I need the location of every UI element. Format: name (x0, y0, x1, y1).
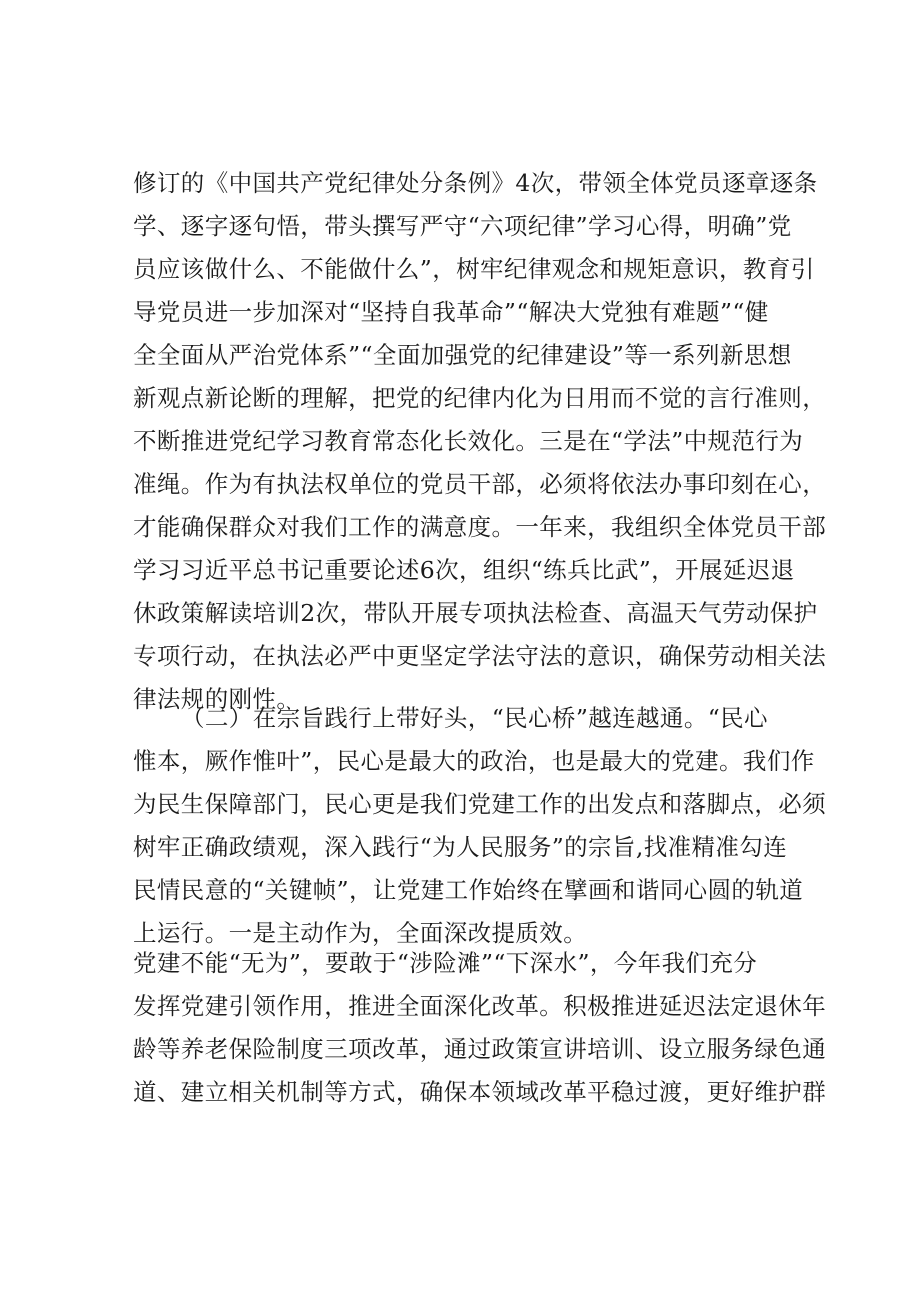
text-line: 专项行动，在执法必严中更坚定学法守法的意识，确保劳动相关法 (133, 642, 827, 670)
text-line: 导党员进一步加深对“坚持自我革命”“解决大党独有难题”“健 (133, 298, 769, 326)
text-line: 准绳。作为有执法权单位的党员干部，必须将依法办事印刻在心， (133, 470, 827, 498)
text-line: 惟本，厥作惟叶”，民心是最大的政治，也是最大的党建。我们作 (133, 747, 815, 775)
text-line: 学、逐字逐句悟，带头撰写严守“六项纪律”学习心得，明确”党 (133, 212, 792, 240)
text-line: 新观点新论断的理解，把党的纪律内化为日用而不觉的言行准则， (133, 384, 827, 412)
text-line: 学习习近平总书记重要论述6次，组织“练兵比武”，开展延迟退 (133, 556, 795, 584)
text-line: 发挥党建引领作用，推进全面深化改革。积极推进延迟法定退休年 (133, 992, 827, 1020)
text-line: 不断推进党纪学习教育常态化长效化。三是在“学法”中规范行为 (133, 427, 804, 455)
text-line: 龄等养老保险制度三项改革，通过政策宣讲培训、设立服务绿色通 (133, 1035, 827, 1063)
text-line: 民情民意的“关键帧”，让党建工作始终在擘画和谐同心圆的轨道 (133, 876, 804, 904)
text-line: 党建不能“无为”，要敢于“涉险滩”“下深水”，今年我们充分 (133, 949, 758, 977)
section-heading-line: （二）在宗旨践行上带好头，“民心桥”越连越通。“民心 (181, 704, 768, 732)
text-line: 休政策解读培训2次，带队开展专项执法检查、高温天气劳动保护 (133, 599, 818, 627)
paragraph-reform (133, 942, 827, 1114)
paragraph-section-two (133, 697, 827, 955)
text-line: 修订的《中国共产党纪律处分条例》4次，带领全体党员逐章逐条 (133, 169, 818, 197)
text-line: 员应该做什么、不能做什么”，树牢纪律观念和规矩意识，教育引 (133, 255, 815, 283)
text-line: 全全面从严治党体系”“全面加强党的纪律建设”等一系列新思想 (133, 341, 792, 369)
text-line: 才能确保群众对我们工作的满意度。一年来，我组织全体党员干部 (133, 513, 827, 541)
text-line: 上运行。一是主动作为，全面深改提质效。 (133, 919, 588, 947)
paragraph-discipline-and-law (133, 162, 827, 721)
text-line: 为民生保障部门，民心更是我们党建工作的出发点和落脚点，必须 (133, 790, 827, 818)
text-line: 树牢正确政绩观，深入践行“为人民服务”的宗旨,找准精准勾连 (133, 833, 788, 861)
text-line: 律法规的刚性。 (133, 685, 301, 713)
text-line: 道、建立相关机制等方式，确保本领域改革平稳过渡，更好维护群 (133, 1078, 827, 1106)
